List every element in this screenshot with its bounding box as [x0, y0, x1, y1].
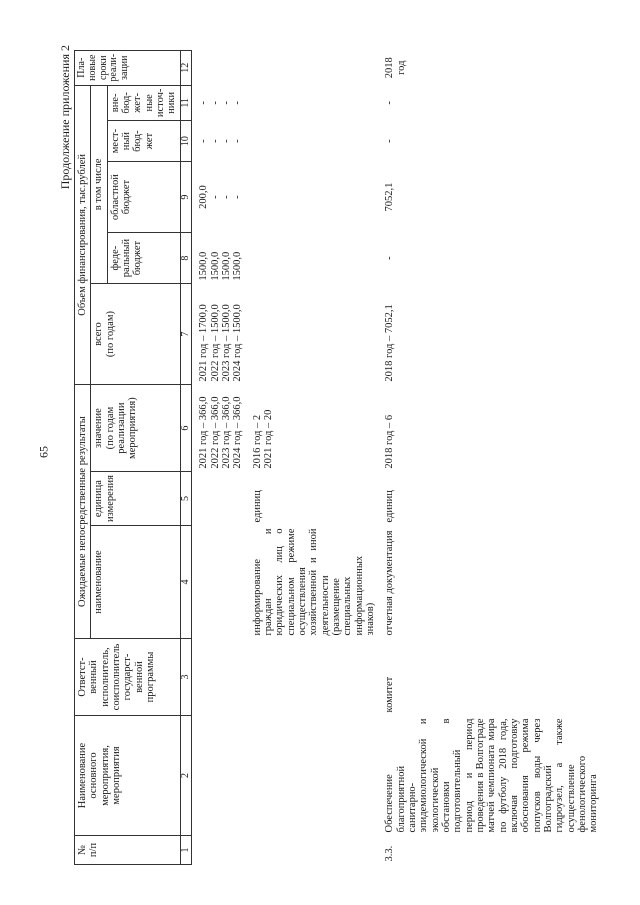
- values-cell: 2016 год – 2 2021 год – 20: [251, 409, 275, 469]
- extrabudget-cell: - - - -: [198, 101, 244, 105]
- col-number: 10: [180, 121, 192, 162]
- continuation-caption: Продолжение приложения 2: [58, 45, 72, 190]
- table-row: [192, 50, 246, 864]
- federal-cell: 1500,0 1500,0 1500,0 1500,0: [198, 251, 244, 281]
- header-regional: областной бюджет: [107, 162, 180, 233]
- extrabudget-cell: -: [384, 101, 396, 105]
- federal-cell: -: [384, 256, 396, 260]
- col-number: 9: [180, 162, 192, 233]
- totals-cell: 2018 год – 7052,1: [384, 304, 396, 382]
- result-name-cell: отчетная документация: [384, 530, 396, 636]
- col-number: 11: [180, 85, 192, 121]
- header-results-group: Ожидаемые непосредственные результаты: [75, 385, 91, 639]
- col-number: 6: [180, 385, 192, 472]
- table-row: [246, 50, 379, 864]
- totals-cell: 2021 год – 1700,0 2022 год – 1500,0 2023 год – 1500,0 2024 год – 1500,0: [198, 304, 244, 382]
- col-number: 7: [180, 284, 192, 385]
- header-term: Пла- новые сроки реали- зации: [75, 50, 181, 85]
- activity-name-cell: Обеспечение благоприятной санитарно-эпидемиологической и экологической обстановки в подготовительный период и период проведения в Волгограде матчей чемпионата мира по футболу 2018 года, включая подготовку обоснования режима попусков воды через Волгоградский гидроузел, а также осуществление фенологического мониторинга: [384, 718, 600, 833]
- header-total: всего (по годам): [91, 284, 180, 385]
- table-row: [378, 50, 601, 864]
- values-cell: 2018 год – 6: [384, 414, 396, 469]
- col-number: 5: [180, 472, 192, 526]
- header-local: мест- ный бюд- жет: [107, 121, 180, 162]
- col-number: 12: [180, 50, 192, 85]
- header-value: значение (по годам реализации мероприятия): [91, 385, 180, 472]
- regional-cell: 7052,1: [384, 182, 396, 212]
- col-number: 8: [180, 233, 192, 284]
- values-cell: 2021 год – 366,0 2022 год – 366,0 2023 год – 366,0 2024 год – 366,0: [198, 396, 244, 469]
- header-extrabudget: вне- бюд- жет- ные источ- ники: [107, 85, 180, 121]
- responsible-cell: комитет: [384, 676, 396, 713]
- header-finance-group: Объем финансирования, тыс.рублей: [75, 85, 91, 385]
- header-including: в том числе: [91, 85, 107, 284]
- col-number: 1: [180, 836, 192, 865]
- header-num: № п/п: [75, 836, 181, 865]
- header-activity-name: Наименование основного мероприятия, мероприятия: [75, 716, 181, 836]
- row-number-cell: 3.3.: [384, 845, 396, 862]
- unit-cell: единиц: [251, 490, 263, 523]
- header-federal: феде- ральный бюджет: [107, 233, 180, 284]
- page-number: 65: [36, 446, 51, 458]
- header-responsible: Ответст- венный исполнитель, соисполнитель государст- венной программы: [75, 639, 181, 716]
- col-number: 4: [180, 526, 192, 639]
- header-unit: единица измерения: [91, 472, 180, 526]
- term-cell: 2018 год: [384, 57, 407, 79]
- regional-cell: 200,0 - - -: [198, 185, 244, 209]
- program-table: [74, 50, 602, 865]
- result-name-cell: информирование граждан и юридических лиц о специальном режиме осуществления хозяйственной и иной деятельности (размещение специальных информационных знаков): [251, 528, 377, 636]
- local-cell: - - - -: [198, 139, 244, 143]
- col-number: 2: [180, 716, 192, 836]
- local-cell: -: [384, 139, 396, 143]
- unit-cell: единиц: [384, 490, 396, 523]
- col-number: 3: [180, 639, 192, 716]
- header-result-name: наименование: [91, 526, 180, 639]
